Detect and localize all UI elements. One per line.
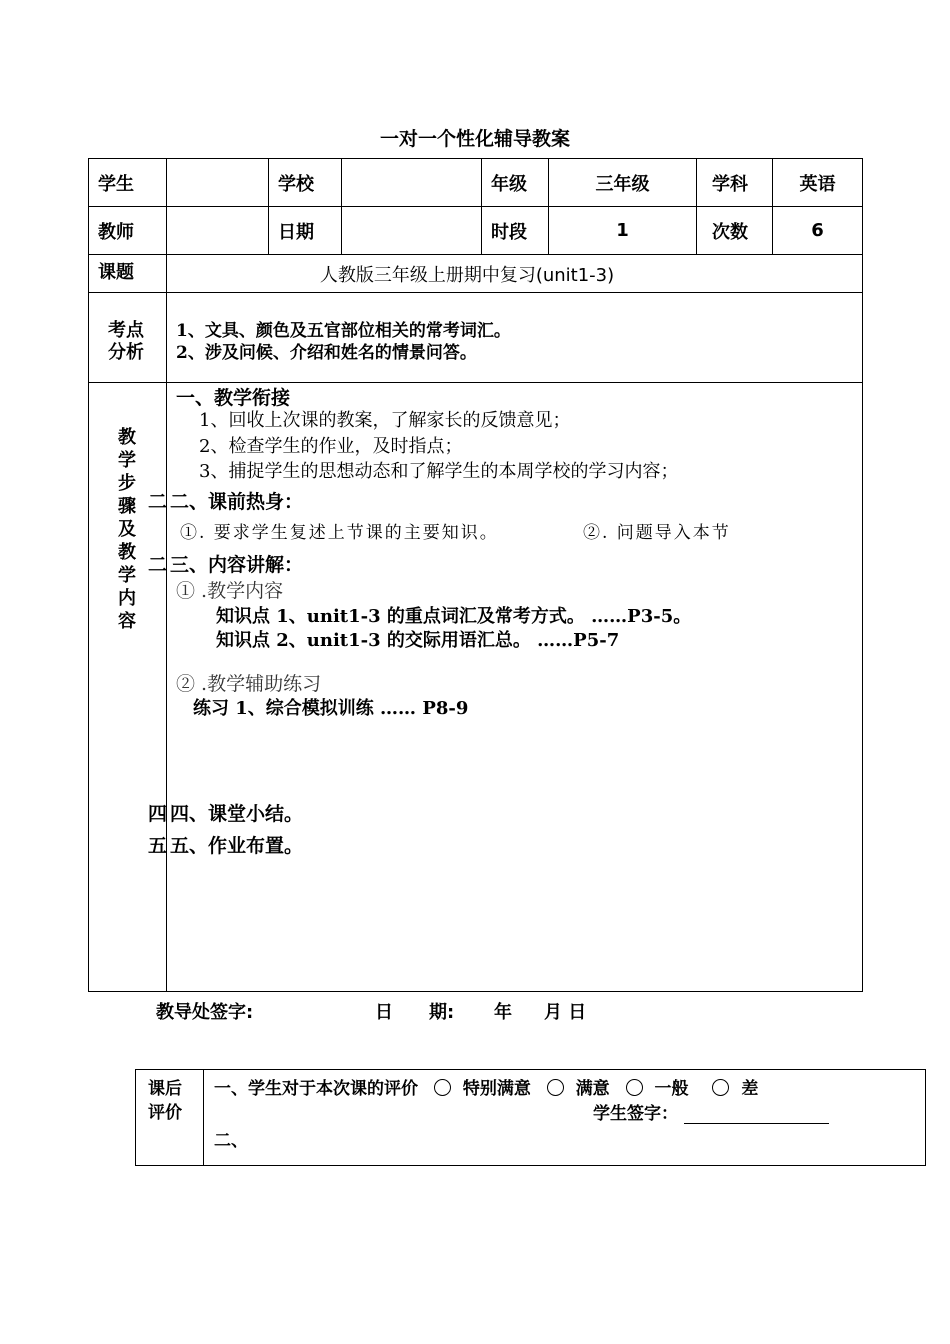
steps-label-char: 及 <box>118 519 136 540</box>
evaluation-line-1 <box>214 1074 758 1099</box>
section-2-heading: 二、课前热身： <box>170 491 304 513</box>
section-2-item-b: ②. 问题导入本节 <box>583 523 731 543</box>
section-4-heading: 四、课堂小结。 <box>170 803 304 825</box>
analysis-line-1: 1、文具、颜色及五官部位相关的常考词汇。 <box>176 321 511 341</box>
steps-label-char: 学 <box>118 565 136 586</box>
option-very-satisfied: 特别满意 <box>462 1079 531 1099</box>
count-value: 6 <box>811 220 824 241</box>
count-label: 次数 <box>712 221 748 243</box>
steps-label-char: 容 <box>118 611 136 632</box>
radio-satisfied[interactable] <box>547 1079 564 1096</box>
analysis-label-1: 考点 <box>108 320 144 341</box>
knowledge-point-2: 知识点 2、unit1-3 的交际用语汇总。 ……P5-7 <box>216 630 620 651</box>
teacher-label: 教师 <box>98 221 134 243</box>
section-2-item-a: ①. 要求学生复述上节课的主要知识。 <box>180 523 499 543</box>
section-3-prefix: 二 <box>148 554 168 576</box>
section-5-prefix: 五 <box>148 835 168 857</box>
section-1-heading: 一、教学衔接 <box>176 387 291 409</box>
subject-value: 英语 <box>799 173 836 195</box>
signoff-year-label: 年 <box>494 1002 512 1023</box>
section-1-item-2: 2、检查学生的作业，及时指点； <box>199 436 463 457</box>
section-1-item-1: 1、回收上次课的教案，了解家长的反馈意见； <box>199 410 571 431</box>
section-1-item-3: 3、捕捉学生的思想动态和了解学生的本周学校的学习内容； <box>199 461 679 482</box>
office-signature-label: 教导处签字: <box>156 1002 254 1023</box>
steps-label-char: 学 <box>118 450 136 471</box>
student-signature-line[interactable] <box>684 1105 829 1124</box>
radio-poor[interactable] <box>712 1079 729 1096</box>
steps-label-char: 教 <box>118 542 136 563</box>
topic-value: 人教版三年级上册期中复习(unit1-3) <box>319 264 615 286</box>
knowledge-point-1: 知识点 1、unit1-3 的重点词汇及常考方式。 ……P3-5。 <box>216 606 692 627</box>
period-label: 时段 <box>491 221 527 243</box>
subject-label: 学科 <box>712 173 748 195</box>
evaluation-prompt: 一、学生对于本次课的评价 <box>214 1079 418 1099</box>
student-signature <box>593 1099 829 1124</box>
option-satisfied: 满意 <box>575 1079 610 1099</box>
period-value: 1 <box>616 220 629 241</box>
signoff-date-label: 日 期: <box>375 1002 455 1023</box>
steps-label-char: 骤 <box>118 496 136 517</box>
steps-label-char: 步 <box>118 473 136 494</box>
topic-label: 课题 <box>98 262 134 283</box>
exercise-1: 练习 1、综合模拟训练 …… P8-9 <box>193 698 469 719</box>
section-3-heading: 三、内容讲解： <box>170 554 304 576</box>
student-signature-label: 学生签字： <box>593 1104 678 1124</box>
radio-average[interactable] <box>626 1079 643 1096</box>
school-label: 学校 <box>278 173 314 195</box>
section-5-heading: 五、作业布置。 <box>170 835 304 857</box>
steps-label-char: 教 <box>118 427 136 448</box>
steps-label-char: 内 <box>118 588 136 609</box>
analysis-label-2: 分析 <box>108 342 144 363</box>
date-label: 日期 <box>278 221 314 243</box>
steps-vertical-label <box>112 426 142 633</box>
grade-value: 三年级 <box>595 173 650 195</box>
option-average: 一般 <box>654 1079 689 1099</box>
doc-title: 一对一个性化辅导教案 <box>379 128 570 150</box>
student-label: 学生 <box>98 173 134 195</box>
analysis-line-2: 2、涉及问候、介绍和姓名的情景问答。 <box>176 343 477 363</box>
section-2-prefix: 二 <box>148 491 168 513</box>
section-3-subheading-1: ① .教学内容 <box>176 580 284 602</box>
section-3-subheading-2: ② .教学辅助练习 <box>176 673 322 695</box>
evaluation-label-1: 课后 <box>148 1079 182 1099</box>
evaluation-label-2: 评价 <box>148 1103 182 1123</box>
radio-very-satisfied[interactable] <box>434 1079 451 1096</box>
section-4-prefix: 四 <box>148 803 168 825</box>
signoff-month-day-label: 月 日 <box>544 1002 587 1023</box>
evaluation-line-2: 二、 <box>214 1131 248 1151</box>
grade-label: 年级 <box>491 173 527 195</box>
option-poor: 差 <box>741 1079 759 1099</box>
